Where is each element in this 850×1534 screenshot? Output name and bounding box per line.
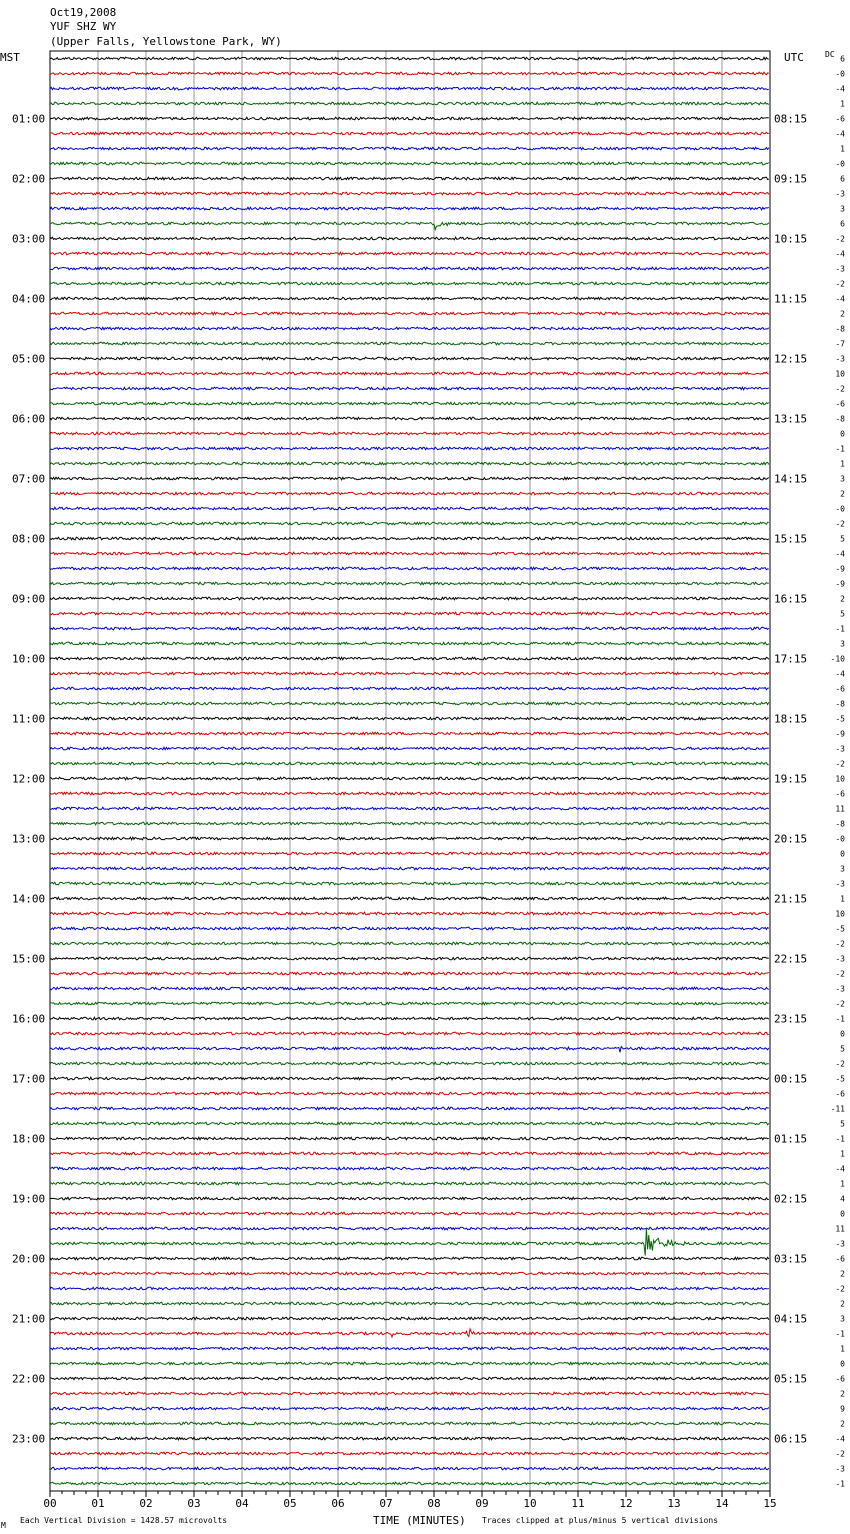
mst-hour-label: 13:00 [12, 832, 46, 846]
trace-row [50, 612, 769, 615]
trace-row [50, 1392, 769, 1395]
trace-row [50, 327, 769, 330]
trace-row [50, 72, 769, 75]
x-tick-label: 13 [667, 1497, 681, 1510]
mst-hour-label: 06:00 [12, 412, 46, 426]
trace-row [50, 252, 769, 255]
dc-offset-label: 3 [840, 1314, 845, 1324]
dc-offset-label: -2 [835, 999, 845, 1009]
trace-row [50, 87, 769, 90]
utc-hour-label: 14:15 [774, 472, 808, 486]
dc-offset-label: 3 [840, 639, 845, 649]
x-tick-label: 06 [331, 1497, 345, 1510]
trace-row [50, 912, 769, 915]
dc-offset-label: -6 [835, 1254, 845, 1264]
dc-offset-label: 6 [840, 54, 845, 64]
dc-offset-label: -8 [835, 324, 845, 334]
trace-row [50, 162, 769, 165]
trace-row [50, 672, 769, 675]
dc-offset-label: 1 [840, 1179, 845, 1189]
dc-offset-label: 3 [840, 864, 845, 874]
trace-row [50, 642, 769, 645]
dc-offset-label: -4 [835, 1434, 845, 1444]
trace-row [50, 1257, 769, 1260]
dc-offset-label: 11 [835, 1224, 845, 1234]
trace-row [50, 762, 769, 765]
dc-offset-label: -9 [835, 579, 845, 589]
trace-row [50, 927, 769, 930]
utc-hour-label: 00:15 [774, 1072, 808, 1086]
trace-row [50, 1377, 769, 1380]
dc-offset-label: -0 [835, 504, 845, 514]
dc-offset-label: -3 [835, 354, 845, 364]
mst-hour-label: 20:00 [12, 1252, 46, 1266]
trace-row [50, 1272, 769, 1275]
utc-hour-label: 19:15 [774, 772, 808, 786]
trace-row [50, 222, 769, 229]
x-axis-label: TIME (MINUTES) [373, 1514, 466, 1527]
dc-offset-label: -8 [835, 819, 845, 829]
trace-row [50, 132, 769, 135]
mst-hour-label: 17:00 [12, 1072, 46, 1086]
trace-row [50, 867, 769, 870]
dc-offset-label: -6 [835, 1374, 845, 1384]
dc-offset-label: -2 [835, 1059, 845, 1069]
dc-offset-label: -9 [835, 564, 845, 574]
dc-offset-label: 6 [840, 219, 845, 229]
dc-offset-label: -3 [835, 264, 845, 274]
x-tick-label: 04 [235, 1497, 249, 1510]
mst-hour-label: 04:00 [12, 292, 46, 306]
dc-offset-label: -2 [835, 969, 845, 979]
dc-offset-label: 1 [840, 894, 845, 904]
trace-row [50, 417, 769, 420]
trace-row [50, 447, 769, 450]
trace-row [50, 1452, 769, 1455]
trace-row [50, 807, 769, 810]
dc-offset-label: 2 [840, 1269, 845, 1279]
dc-offset-label: -5 [835, 1074, 845, 1084]
dc-offset-label: 0 [840, 849, 845, 859]
trace-row [50, 312, 769, 315]
utc-hour-label: 13:15 [774, 412, 808, 426]
dc-offset-label: -6 [835, 1089, 845, 1099]
dc-offset-label: 1 [840, 1149, 845, 1159]
dc-offset-label: -4 [835, 84, 845, 94]
dc-offset-label: -7 [835, 339, 845, 349]
utc-hour-label: 02:15 [774, 1192, 808, 1206]
dc-offset-label: -8 [835, 699, 845, 709]
dc-offset-label: 5 [840, 534, 845, 544]
x-tick-label: 08 [427, 1497, 441, 1510]
trace-row [50, 1137, 769, 1140]
trace-row [50, 852, 769, 855]
trace-row [50, 297, 769, 300]
x-tick-label: 07 [379, 1497, 393, 1510]
dc-offset-label: 2 [840, 1389, 845, 1399]
trace-row [50, 777, 769, 780]
trace-row [50, 1167, 769, 1170]
trace-row [50, 1287, 769, 1290]
mst-hour-label: 22:00 [12, 1372, 46, 1386]
x-tick-label: 05 [283, 1497, 297, 1510]
dc-offset-label: -0 [835, 69, 845, 79]
dc-offset-label: -2 [835, 384, 845, 394]
dc-offset-label: 2 [840, 489, 845, 499]
utc-hour-label: 04:15 [774, 1312, 808, 1326]
trace-row [50, 837, 769, 840]
trace-row [50, 1347, 769, 1350]
dc-offset-label: -4 [835, 669, 845, 679]
mst-hour-label: 19:00 [12, 1192, 46, 1206]
dc-offset-label: -1 [835, 624, 845, 634]
trace-row [50, 117, 769, 120]
dc-offset-label: -0 [835, 159, 845, 169]
dc-offset-label: -5 [835, 924, 845, 934]
dc-offset-label: 10 [835, 909, 845, 919]
dc-offset-label: -6 [835, 684, 845, 694]
mst-hour-label: 01:00 [12, 112, 46, 126]
dc-offset-label: -2 [835, 279, 845, 289]
dc-offset-label: 2 [840, 309, 845, 319]
trace-row [50, 1482, 769, 1485]
dc-offset-label: -4 [835, 1164, 845, 1174]
trace-row [50, 822, 769, 825]
dc-offset-label: -3 [835, 984, 845, 994]
utc-hour-label: 20:15 [774, 832, 808, 846]
x-tick-label: 10 [523, 1497, 537, 1510]
trace-group [50, 57, 769, 1485]
mst-hour-label: 08:00 [12, 532, 46, 546]
x-tick-label: 02 [139, 1497, 153, 1510]
mst-hour-label: 11:00 [12, 712, 46, 726]
trace-row [50, 1062, 769, 1065]
trace-row [50, 147, 769, 150]
trace-row [50, 1107, 769, 1110]
trace-row [50, 627, 769, 630]
dc-offset-label: 2 [840, 1419, 845, 1429]
trace-row [50, 522, 769, 525]
dc-offset-label: 1 [840, 1344, 845, 1354]
dc-offset-label: -2 [835, 1284, 845, 1294]
trace-row [50, 1212, 769, 1215]
clip-note: Traces clipped at plus/minus 5 vertical divisions [482, 1516, 719, 1525]
utc-hour-label: 03:15 [774, 1252, 808, 1266]
trace-row [50, 1092, 769, 1095]
dc-offset-label: 6 [840, 174, 845, 184]
mst-hour-label: 03:00 [12, 232, 46, 246]
dc-offset-label: -1 [835, 1014, 845, 1024]
trace-row [50, 957, 769, 960]
trace-row [50, 537, 769, 540]
mst-hour-label: 10:00 [12, 652, 46, 666]
dc-offset-label: 0 [840, 1209, 845, 1219]
trace-row [50, 1047, 769, 1053]
dc-title: DC [825, 50, 835, 59]
x-tick-label: 12 [619, 1497, 633, 1510]
dc-offset-label: -1 [835, 1329, 845, 1339]
trace-row [50, 477, 769, 480]
trace-row [50, 1467, 769, 1470]
dc-offset-label: 5 [840, 609, 845, 619]
trace-row [50, 1122, 769, 1125]
trace-row [50, 1227, 769, 1230]
mst-hour-label: 16:00 [12, 1012, 46, 1026]
dc-offset-label: 2 [840, 594, 845, 604]
dc-offset-label: -4 [835, 129, 845, 139]
dc-offset-label: -0 [835, 834, 845, 844]
trace-row [50, 1317, 769, 1320]
trace-row [50, 1228, 769, 1256]
dc-offset-label: -3 [835, 189, 845, 199]
dc-offset-label: -1 [835, 444, 845, 454]
dc-offset-label: 10 [835, 369, 845, 379]
x-tick-label: 09 [475, 1497, 489, 1510]
trace-row [50, 1002, 769, 1005]
trace-row [50, 882, 769, 885]
utc-hour-label: 11:15 [774, 292, 808, 306]
mst-hour-label: 05:00 [12, 352, 46, 366]
dc-offset-label: -2 [835, 939, 845, 949]
dc-offset-label: -3 [835, 879, 845, 889]
trace-row [50, 597, 769, 600]
trace-row [50, 1407, 769, 1410]
trace-row [50, 387, 769, 390]
left-axis-title: MST [0, 51, 20, 64]
dc-offset-label: 0 [840, 429, 845, 439]
mst-hour-label: 07:00 [12, 472, 46, 486]
scale-note: Each Vertical Division = 1428.57 microvolts [20, 1516, 228, 1525]
utc-hour-label: 15:15 [774, 532, 808, 546]
utc-hour-label: 21:15 [774, 892, 808, 906]
dc-offset-label: 1 [840, 144, 845, 154]
mst-hour-label: 09:00 [12, 592, 46, 606]
dc-offset-label: 1 [840, 99, 845, 109]
trace-row [50, 207, 769, 210]
trace-row [50, 1182, 769, 1185]
trace-row [50, 897, 769, 900]
trace-row [50, 1329, 769, 1337]
trace-row [50, 432, 769, 435]
trace-row [50, 102, 769, 105]
trace-row [50, 342, 769, 345]
utc-hour-label: 16:15 [774, 592, 808, 606]
dc-offset-label: -1 [835, 1134, 845, 1144]
trace-row [50, 282, 769, 285]
trace-row [50, 942, 769, 945]
corner-mark: M [1, 1521, 6, 1530]
dc-offset-label: 4 [840, 1194, 845, 1204]
x-tick-label: 11 [571, 1497, 585, 1510]
mst-hour-label: 14:00 [12, 892, 46, 906]
trace-row [50, 372, 769, 375]
utc-hour-label: 22:15 [774, 952, 808, 966]
trace-row [50, 492, 769, 495]
trace-row [50, 687, 769, 690]
header-station: YUF SHZ WY [50, 20, 117, 33]
dc-offset-label: 5 [840, 1044, 845, 1054]
trace-row [50, 987, 769, 990]
dc-offset-label: -4 [835, 549, 845, 559]
trace-row [50, 237, 769, 240]
trace-row [50, 267, 769, 270]
trace-row [50, 1437, 769, 1440]
dc-offset-label: -3 [835, 954, 845, 964]
dc-offset-label: -2 [835, 519, 845, 529]
x-tick-label: 01 [91, 1497, 105, 1510]
dc-offset-label: -6 [835, 789, 845, 799]
dc-offset-label: -10 [830, 654, 845, 664]
dc-offset-label: -1 [835, 1479, 845, 1489]
utc-hour-label: 09:15 [774, 172, 808, 186]
mst-hour-label: 18:00 [12, 1132, 46, 1146]
trace-row [50, 792, 769, 795]
trace-row [50, 57, 769, 60]
dc-offset-label: -5 [835, 714, 845, 724]
dc-offset-label: 9 [840, 1404, 845, 1414]
header-location: (Upper Falls, Yellowstone Park, WY) [50, 35, 282, 48]
mst-hour-label: 02:00 [12, 172, 46, 186]
dc-offset-label: 3 [840, 474, 845, 484]
mst-hour-label: 23:00 [12, 1432, 46, 1446]
mst-hour-label: 21:00 [12, 1312, 46, 1326]
utc-hour-label: 05:15 [774, 1372, 808, 1386]
dc-offset-label: 1 [840, 459, 845, 469]
x-tick-label: 00 [43, 1497, 57, 1510]
dc-offset-label: -2 [835, 234, 845, 244]
dc-offset-label: -4 [835, 249, 845, 259]
dc-offset-label: -3 [835, 1464, 845, 1474]
trace-row [50, 702, 769, 705]
dc-offset-label: 2 [840, 1299, 845, 1309]
trace-row [50, 1197, 769, 1200]
mst-hour-label: 15:00 [12, 952, 46, 966]
trace-row [50, 1032, 769, 1035]
dc-offset-label: -2 [835, 1449, 845, 1459]
trace-row [50, 747, 769, 750]
trace-row [50, 552, 769, 555]
dc-offset-label: 0 [840, 1359, 845, 1369]
trace-row [50, 1077, 769, 1080]
dc-offset-label: -6 [835, 114, 845, 124]
x-axis-ticks [43, 1491, 776, 1510]
utc-hour-label: 23:15 [774, 1012, 808, 1026]
header-date: Oct19,2008 [50, 6, 117, 19]
utc-hour-label: 12:15 [774, 352, 808, 366]
trace-row [50, 657, 769, 660]
dc-offset-label: 5 [840, 1119, 845, 1129]
dc-offset-label: -3 [835, 1239, 845, 1249]
utc-hour-label: 17:15 [774, 652, 808, 666]
trace-row [50, 462, 769, 465]
dc-offset-label: 10 [835, 774, 845, 784]
dc-offset-label: -11 [830, 1104, 845, 1114]
utc-hour-label: 08:15 [774, 112, 808, 126]
dc-offset-label: -4 [835, 294, 845, 304]
right-axis-title: UTC [784, 51, 804, 64]
dc-offset-label: 0 [840, 1029, 845, 1039]
dc-offset-labels [831, 55, 846, 1489]
dc-offset-label: -9 [835, 729, 845, 739]
utc-hour-label: 06:15 [774, 1432, 808, 1446]
mst-hour-label: 12:00 [12, 772, 46, 786]
trace-row [50, 1302, 769, 1305]
trace-row [50, 582, 769, 585]
utc-hour-label: 10:15 [774, 232, 808, 246]
x-tick-label: 14 [715, 1497, 729, 1510]
trace-row [50, 717, 769, 720]
utc-hour-label: 01:15 [774, 1132, 808, 1146]
dc-offset-label: 11 [835, 804, 845, 814]
x-tick-label: 15 [763, 1497, 777, 1510]
dc-offset-label: -2 [835, 759, 845, 769]
utc-hour-label: 18:15 [774, 712, 808, 726]
trace-row [50, 1152, 769, 1155]
trace-row [50, 972, 769, 975]
trace-row [50, 192, 769, 195]
trace-row [50, 507, 769, 510]
trace-row [50, 732, 769, 735]
dc-offset-label: 3 [840, 204, 845, 214]
trace-row [50, 402, 769, 405]
dc-offset-label: -3 [835, 744, 845, 754]
trace-row [50, 1017, 769, 1020]
trace-row [50, 1422, 769, 1425]
trace-row [50, 177, 769, 180]
dc-offset-label: -6 [835, 399, 845, 409]
trace-row [50, 567, 769, 570]
trace-row [50, 1362, 769, 1365]
dc-offset-label: -8 [835, 414, 845, 424]
x-tick-label: 03 [187, 1497, 201, 1510]
trace-row [50, 357, 769, 360]
